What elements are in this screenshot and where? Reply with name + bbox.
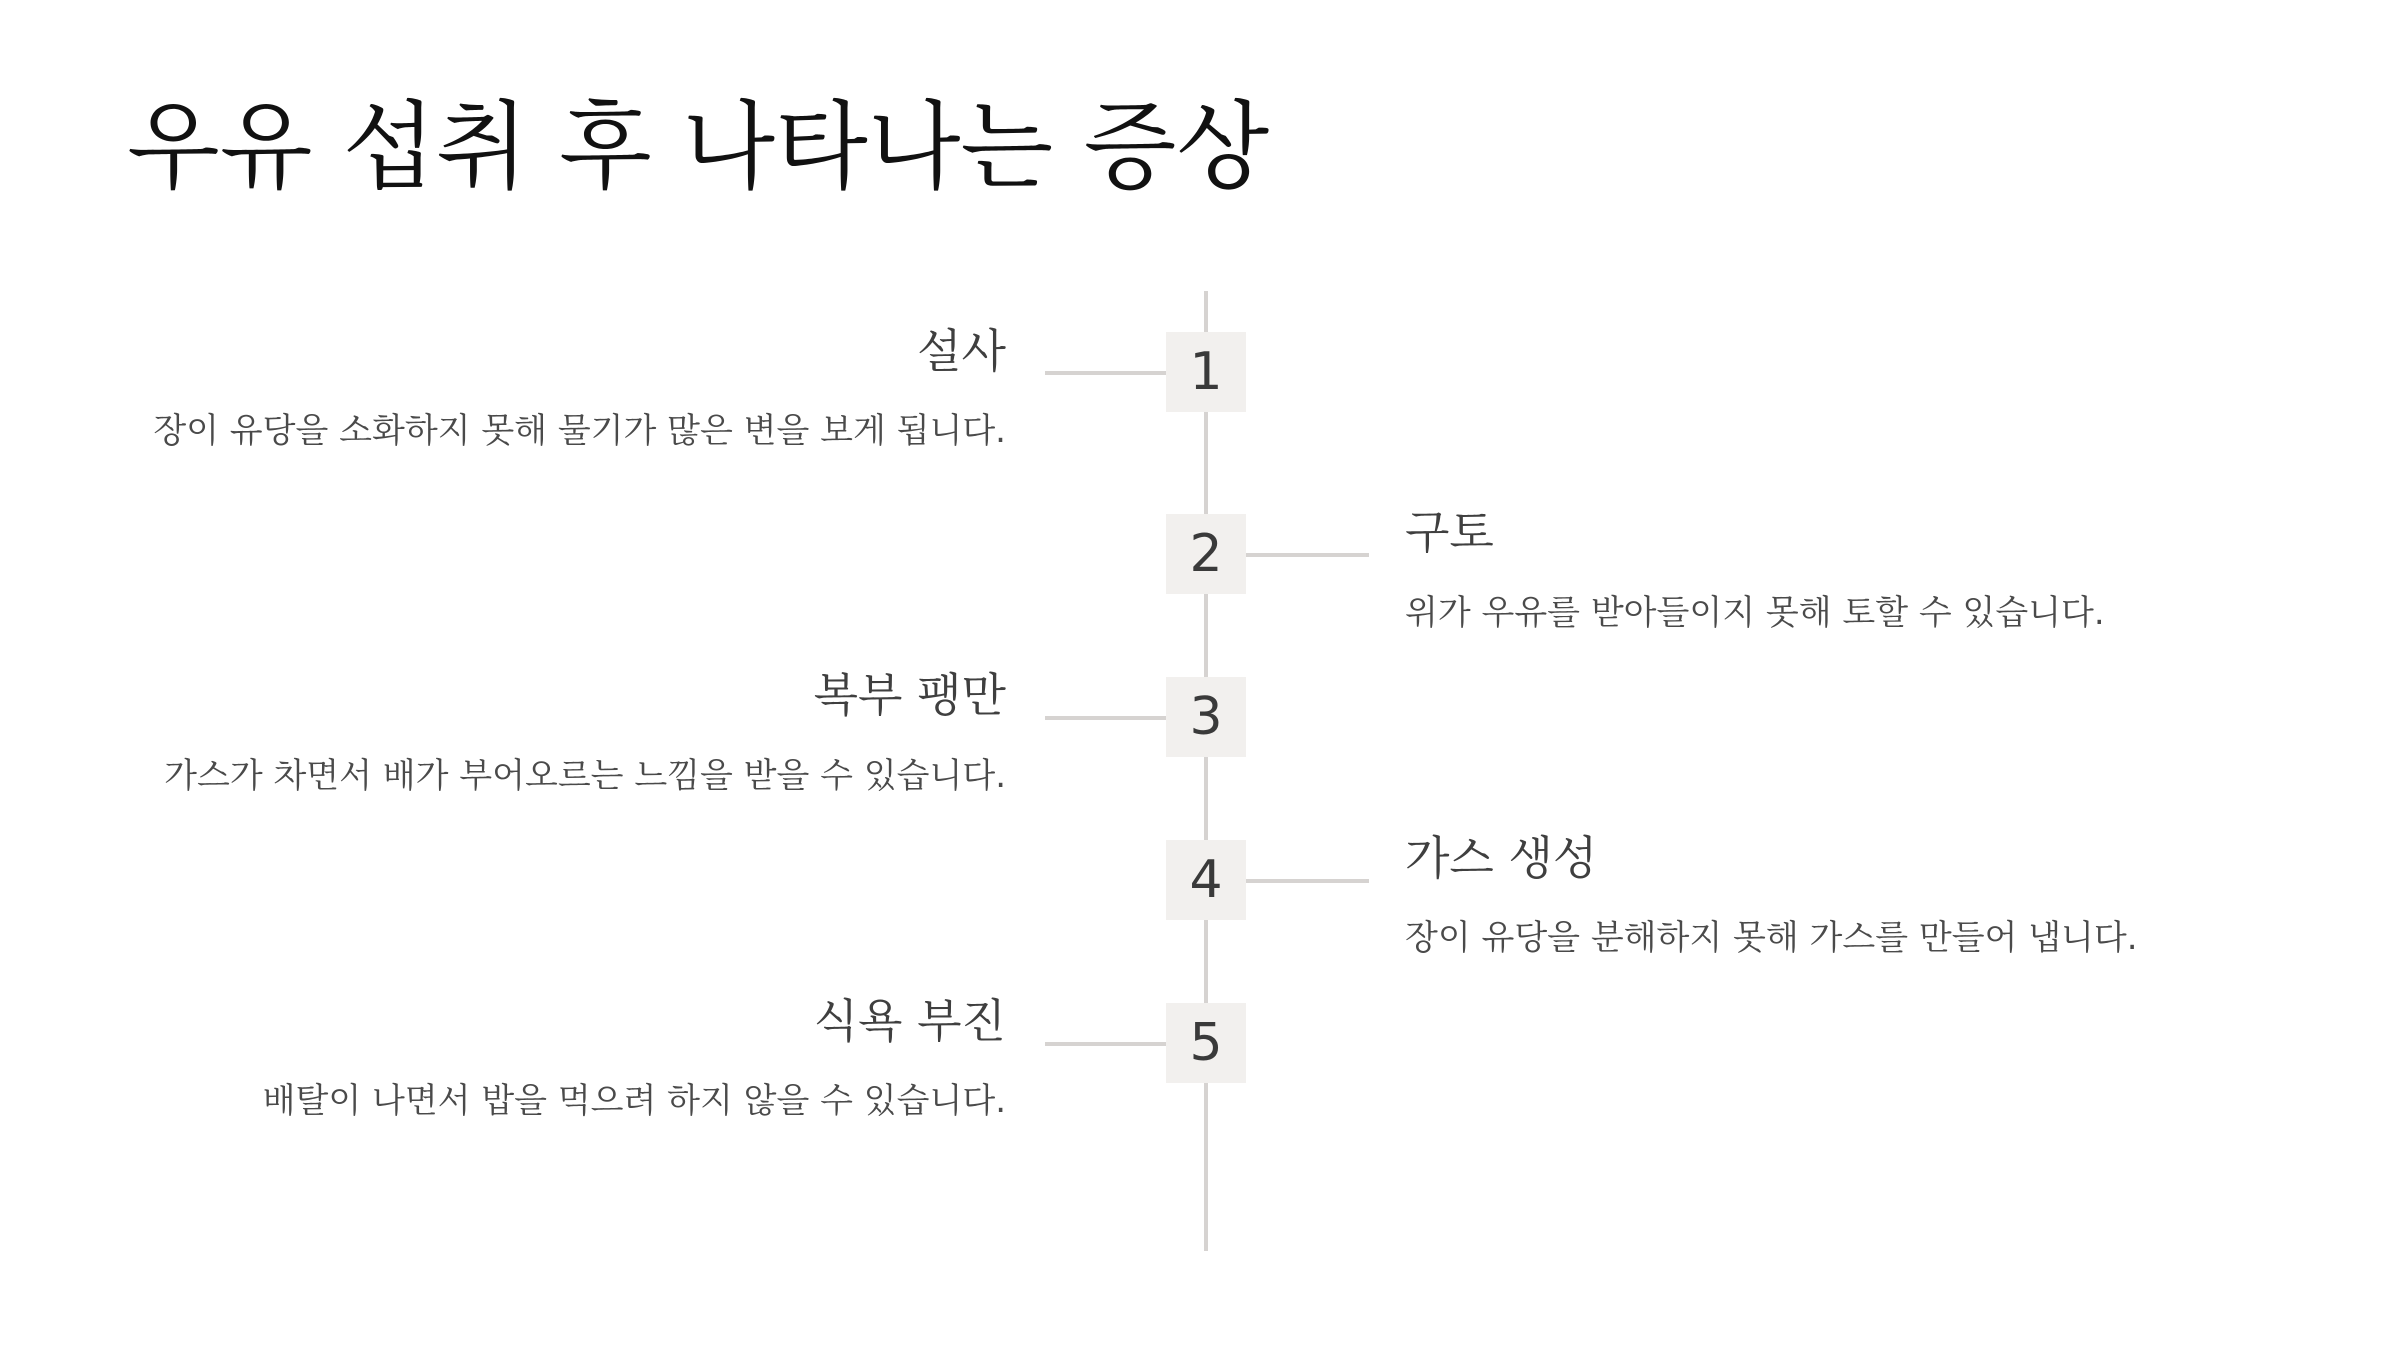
timeline-axis <box>1204 291 1208 1251</box>
step-4-description: 장이 유당을 분해하지 못해 가스를 만들어 냅니다. <box>1405 918 2138 958</box>
step-1-title: 설사 <box>917 324 1006 378</box>
connector-5 <box>1045 1042 1166 1046</box>
step-2-title: 구토 <box>1405 505 1494 559</box>
connector-4 <box>1246 879 1369 883</box>
slide-title: 우유 섭취 후 나타나는 증상 <box>127 91 1270 203</box>
step-5-description: 배탈이 나면서 밥을 먹으려 하지 않을 수 있습니다. <box>262 1081 1006 1121</box>
step-4-title: 가스 생성 <box>1405 831 1598 885</box>
step-1-number: 1 <box>1166 332 1246 412</box>
connector-3 <box>1045 716 1166 720</box>
step-3-title: 복부 팽만 <box>813 668 1006 722</box>
step-1-description: 장이 유당을 소화하지 못해 물기가 많은 변을 보게 됩니다. <box>153 411 1006 451</box>
step-3-description: 가스가 차면서 배가 부어오르는 느낌을 받을 수 있습니다. <box>164 756 1006 796</box>
connector-2 <box>1246 553 1369 557</box>
step-3-number: 3 <box>1166 677 1246 757</box>
step-2-description: 위가 우유를 받아들이지 못해 토할 수 있습니다. <box>1405 593 2105 633</box>
step-5-title: 식욕 부진 <box>813 994 1006 1048</box>
step-4-number: 4 <box>1166 840 1246 920</box>
connector-1 <box>1045 371 1166 375</box>
step-5-number: 5 <box>1166 1003 1246 1083</box>
step-2-number: 2 <box>1166 514 1246 594</box>
